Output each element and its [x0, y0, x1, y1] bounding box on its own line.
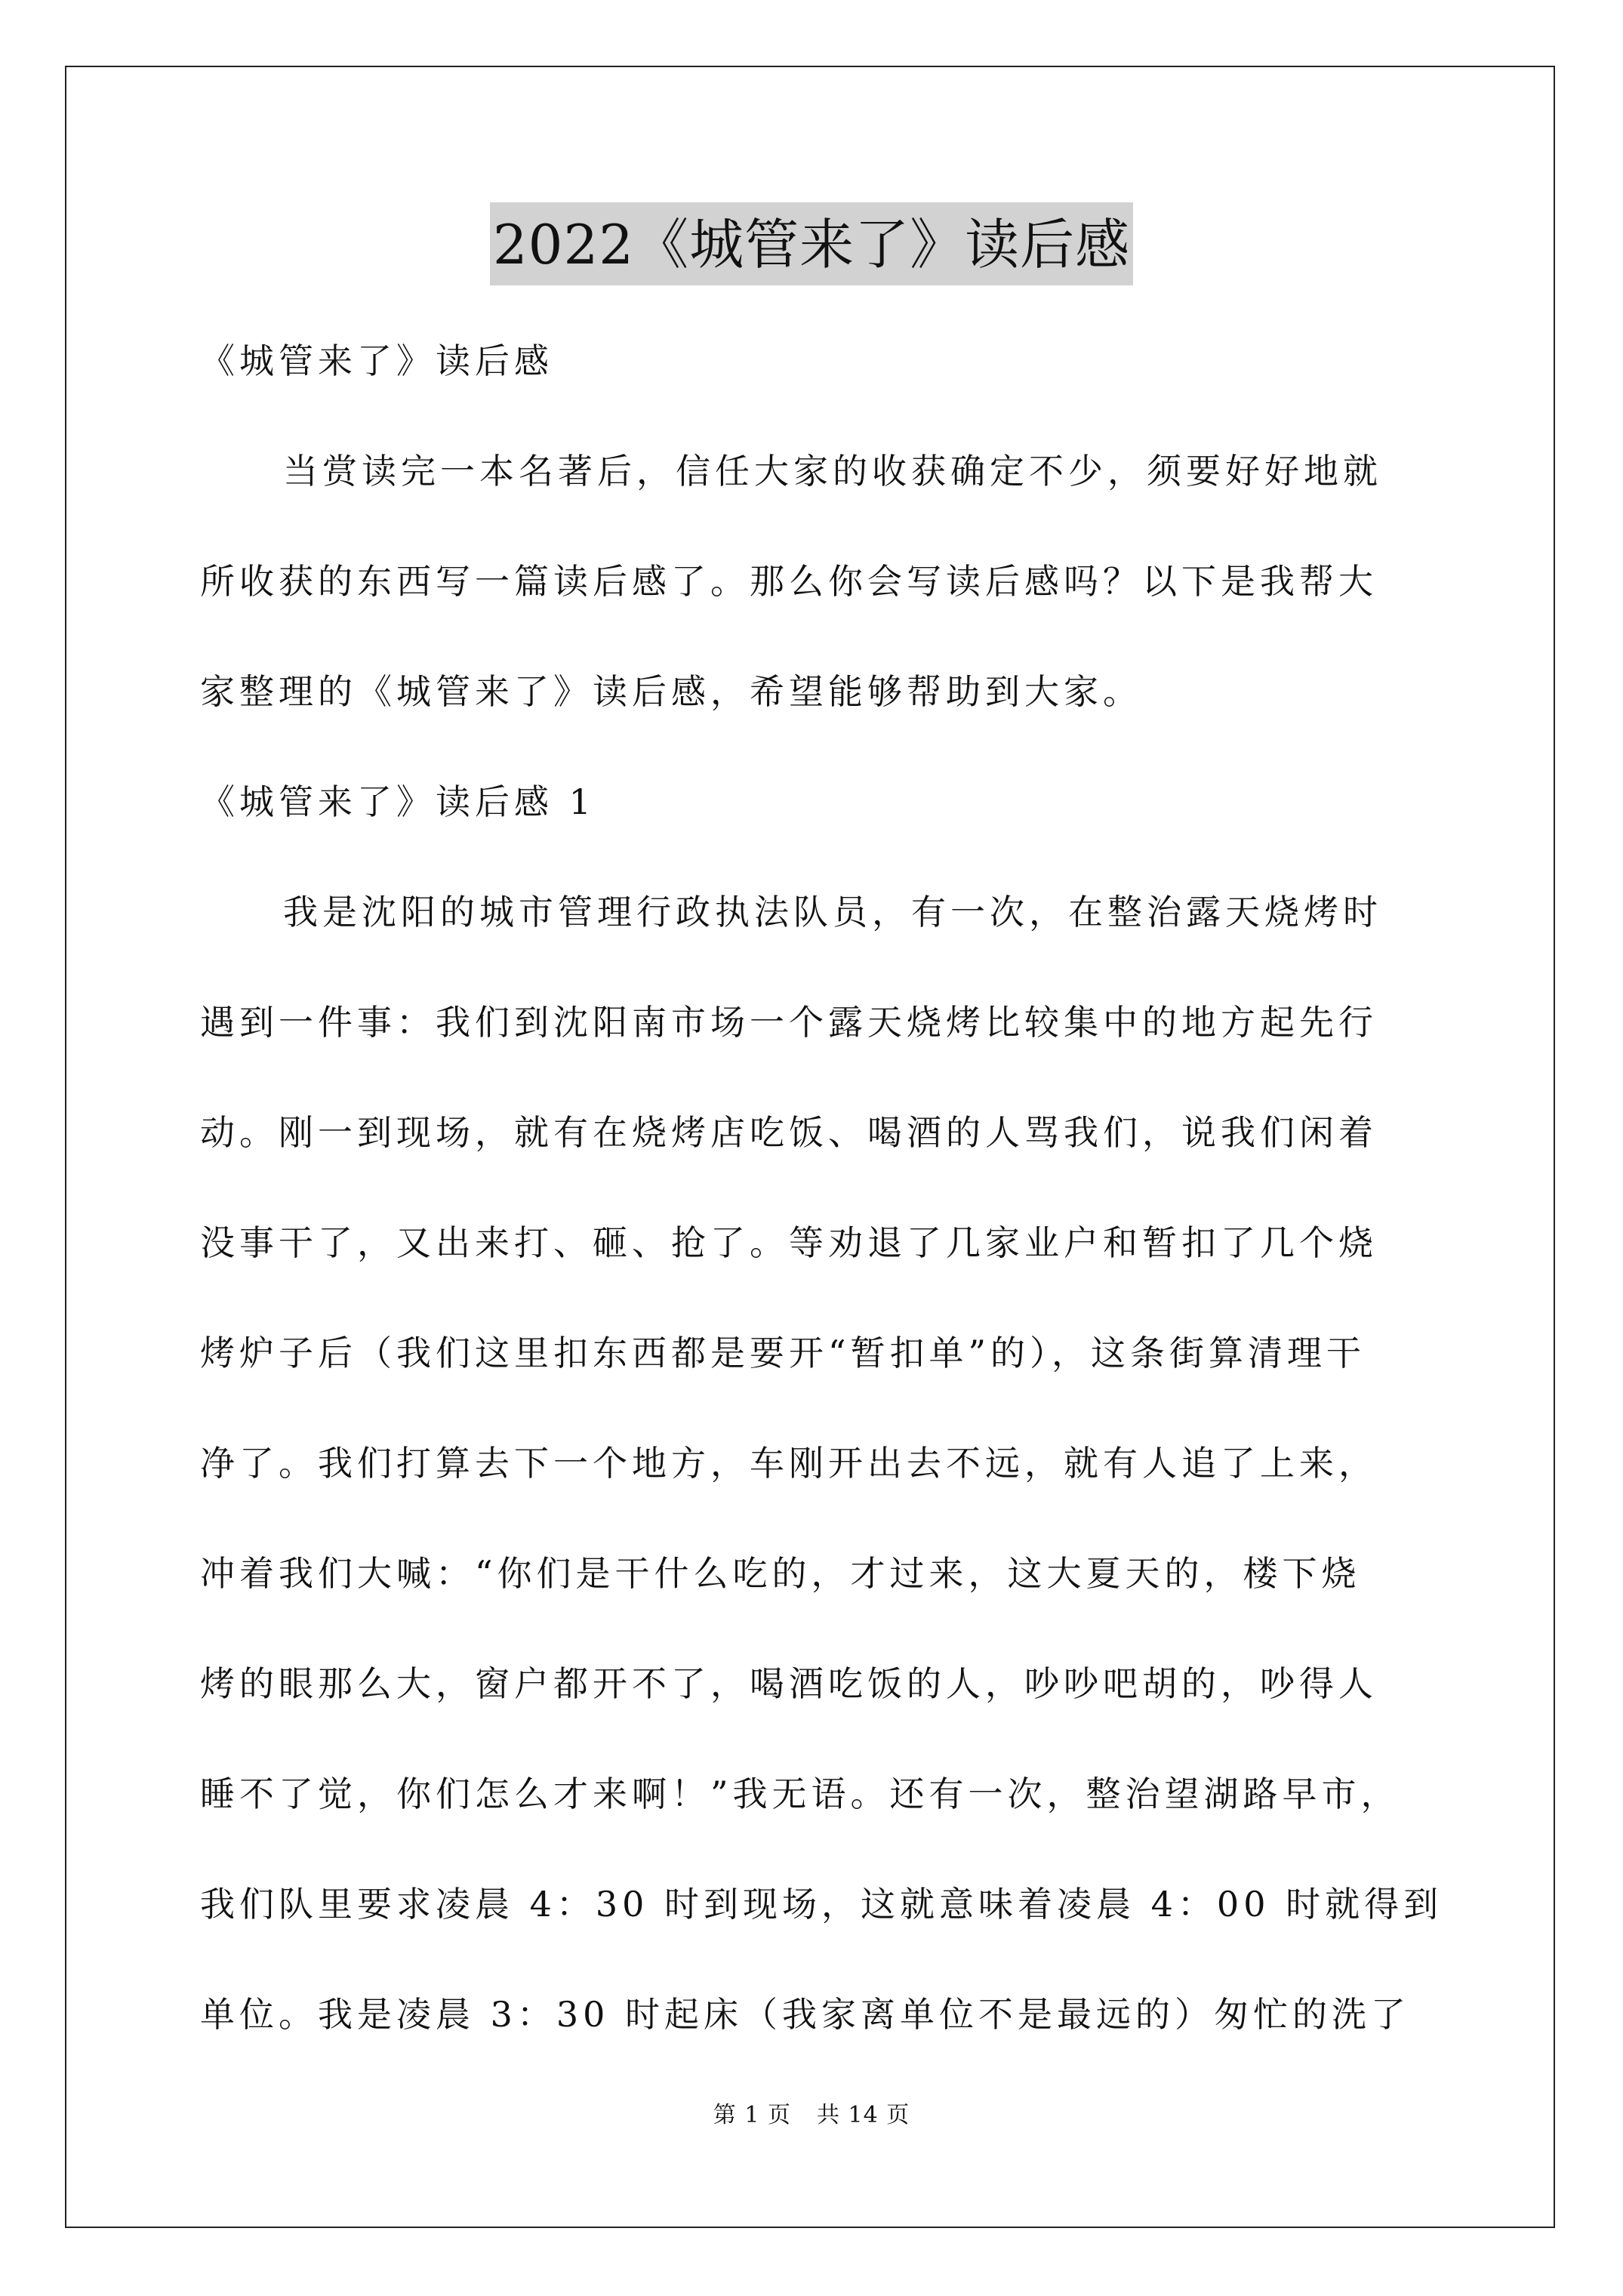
paragraph-line: 没事干了，又出来打、砸、抢了。等劝退了几家业户和暂扣了几个烧 — [200, 1222, 1378, 1263]
paragraph-line: 家整理的《城管来了》读后感，希望能够帮助到大家。 — [200, 671, 1142, 712]
paragraph-line: 我是沈阳的城市管理行政执法队员，有一次，在整治露天烧烤时 — [283, 892, 1382, 932]
page-footer — [0, 2096, 1623, 2129]
document-title: 2022《城管来了》读后感 — [490, 202, 1133, 285]
section-heading: 《城管来了》读后感 1 — [200, 781, 596, 822]
paragraph-line: 单位。我是凌晨 3：30 时起床（我家离单位不是最远的）匆忙的洗了 — [200, 1994, 1411, 2035]
paragraph-line: 当赏读完一本名著后，信任大家的收获确定不少，须要好好地就 — [283, 451, 1382, 492]
title-container — [0, 202, 1623, 285]
page-total: 共 14 页 — [816, 2102, 910, 2128]
paragraph-line: 净了。我们打算去下一个地方，车刚开出去不远，就有人追了上来， — [200, 1443, 1378, 1484]
paragraph-line: 《城管来了》读后感 — [200, 341, 553, 381]
paragraph-line: 烤炉子后（我们这里扣东西都是要开“暂扣单”的），这条街算清理干 — [200, 1333, 1366, 1373]
paragraph-line: 我们队里要求凌晨 4：30 时到现场，这就意味着凌晨 4：00 时就得到 — [200, 1884, 1443, 1925]
paragraph-line: 烤的眼那么大，窗户都开不了，喝酒吃饭的人，吵吵吧胡的，吵得人 — [200, 1663, 1378, 1704]
paragraph-line: 睡不了觉，你们怎么才来啊！”我无语。还有一次，整治望湖路早市， — [200, 1774, 1400, 1814]
page-number: 第 1 页 — [713, 2102, 791, 2128]
paragraph-line: 动。刚一到现场，就有在烧烤店吃饭、喝酒的人骂我们，说我们闲着 — [200, 1112, 1378, 1153]
paragraph-line: 冲着我们大喊：“你们是干什么吃的，才过来，这大夏天的，楼下烧 — [200, 1553, 1361, 1594]
document-body — [200, 306, 1443, 2069]
paragraph-line: 所收获的东西写一篇读后感了。那么你会写读后感吗？以下是我帮大 — [200, 561, 1378, 602]
paragraph-line: 遇到一件事：我们到沈阳南市场一个露天烧烤比较集中的地方起先行 — [200, 1002, 1378, 1043]
